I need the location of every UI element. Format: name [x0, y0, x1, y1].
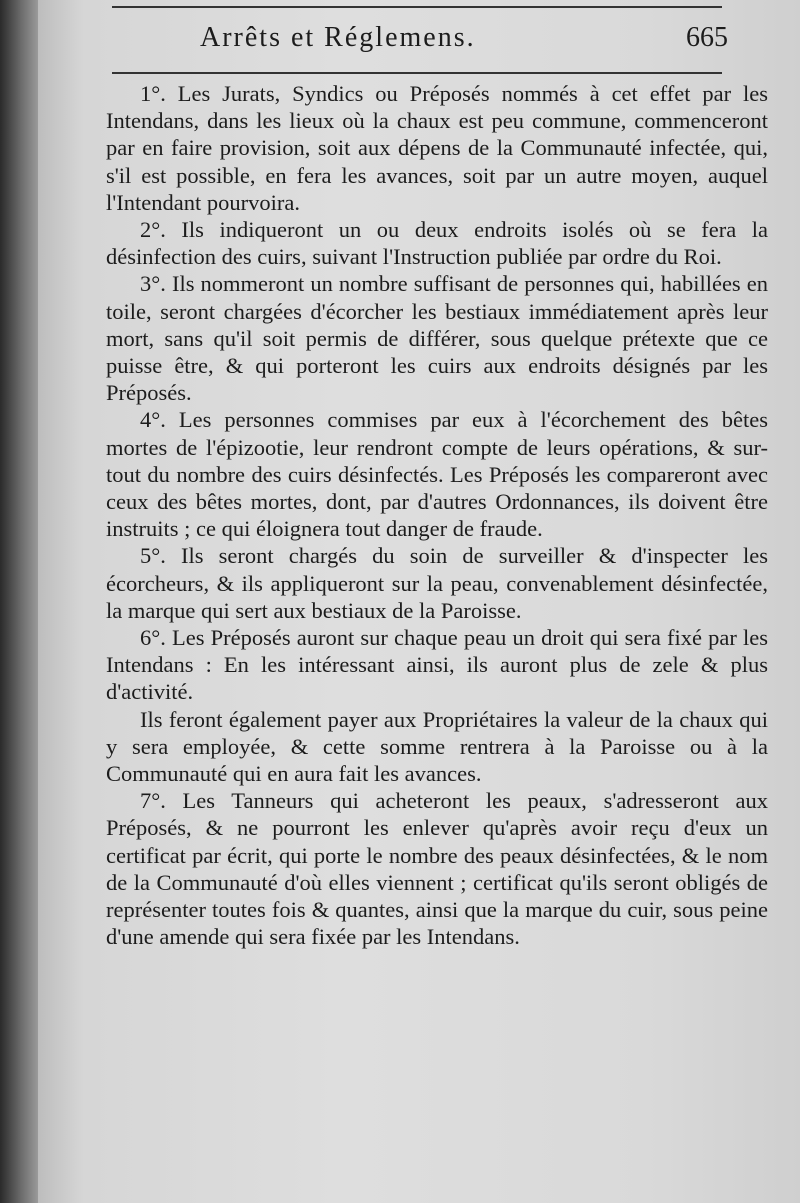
article-number: 3°. [140, 271, 166, 297]
paragraph-5 [106, 542, 768, 624]
paragraph-text: Ils seront chargés du soin de surveiller & d'inspecter les écorcheurs, & ils appliqueront sur la peau, convenablement désinfectée, la marque qui sert aux bestiaux de la Paroisse. [106, 543, 769, 623]
article-number: 4°. [140, 407, 166, 433]
header-rule [112, 72, 722, 74]
page-number: 665 [686, 22, 728, 53]
paragraph-7 [106, 706, 768, 788]
paragraph-text: Ils feront également payer aux Propriétaires la valeur de la chaux qui y sera employée, & cette somme rentrera à la Paroisse ou à la Communauté qui en aura fait les avances. [106, 706, 768, 787]
paragraph-6 [106, 624, 768, 706]
paragraph-text: Les Tanneurs qui acheteront les peaux, s'adresseront aux Préposés, & ne pourront les enlever qu'après avoir reçu d'eux un certificat par écrit, qui porte le nombre des peaux désinfectées, & le nom de la Communauté d'où elles viennent ; certificat qu'ils seront obligés de représenter toutes fois & quantes, ainsi que la marque du cuir, sous peine d'une amende qui sera fixée par les Intendans. [106, 788, 769, 950]
article-text [106, 80, 768, 951]
article-number: 6°. [140, 625, 166, 651]
book-page [38, 0, 800, 1203]
paragraph-1 [106, 80, 768, 216]
paragraph-3 [106, 270, 768, 406]
paragraph-text: Ils indiqueront un ou deux endroits isolés où se fera la désinfection des cuirs, suivant l'Instruction publiée par ordre du Roi. [106, 217, 768, 270]
paragraph-text: Les Jurats, Syndics ou Préposés nommés à cet effet par les Intendans, dans les lieux où la chaux est peu commune, commenceront par en faire provision, soit aux dépens de la Communauté infectée, qui, s'il est possible, en fera les avances, soit par un autre moyen, auquel l'Intendant pourvoira. [106, 81, 768, 215]
running-title: Arrêts et Réglemens. [200, 22, 476, 53]
article-number: 7°. [140, 788, 166, 814]
paragraph-text: Les Préposés auront sur chaque peau un droit qui sera fixé par les Intendans : En les intéressant ainsi, ils auront plus de zele & plus d'activité. [106, 625, 769, 705]
paragraph-4 [106, 406, 768, 542]
paragraph-text: Les personnes commises par eux à l'écorchement des bêtes mortes de l'épizootie, leur rendront compte de leurs opérations, & sur-tout du nombre des cuirs désinfectés. Les Préposés les compareront avec ceux des bêtes mortes, dont, par d'autres Ordonnances, ils doivent être instruits ; ce qui éloignera tout danger de fraude. [106, 407, 768, 542]
running-header [200, 22, 728, 58]
paragraph-8 [106, 787, 768, 950]
paragraph-text: Ils nommeront un nombre suffisant de personnes qui, habillées en toile, seront chargées d'écorcher les bestiaux immédiatement après leur mort, sans qu'il soit permis de différer, sous quelque prétexte que ce puisse être, & qui porteront les cuirs aux endroits désignés par les Préposés. [106, 271, 768, 406]
paragraph-2 [106, 216, 768, 270]
article-number: 2°. [140, 217, 166, 243]
article-number: 1°. [140, 81, 166, 106]
article-number: 5°. [140, 543, 166, 569]
header-top-rule [112, 6, 722, 8]
book-gutter [0, 0, 38, 1203]
